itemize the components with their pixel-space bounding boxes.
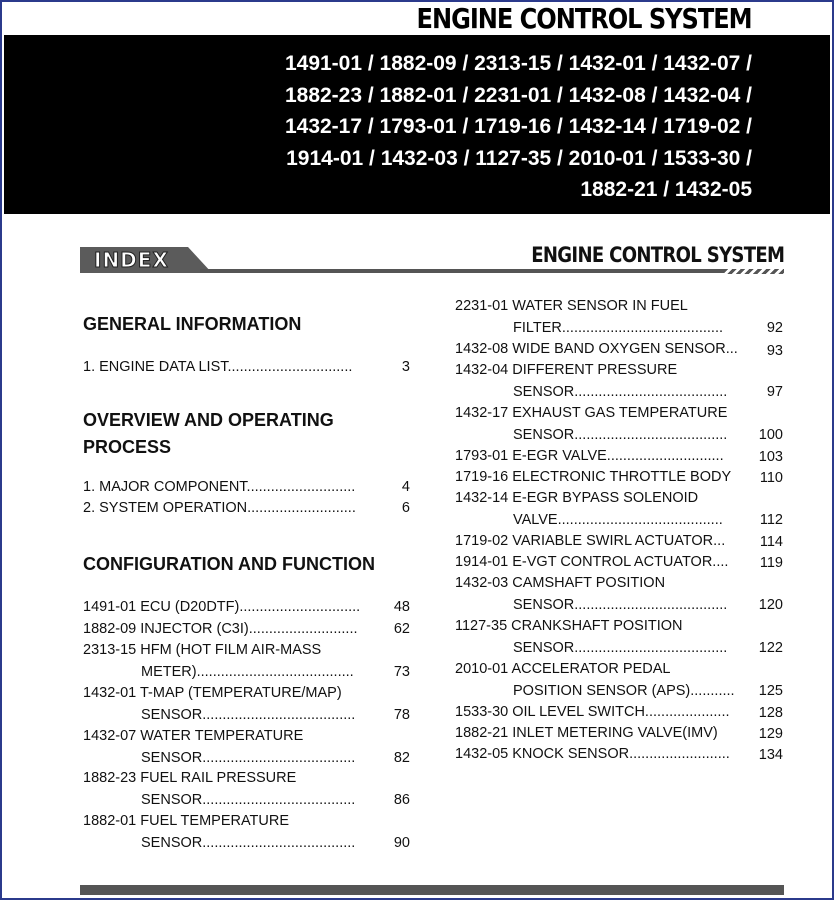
toc-entry-title: 1127-35 CRANKSHAFT POSITION: [455, 618, 683, 634]
toc-entry[interactable]: [83, 619, 410, 641]
toc-entry-title-cont: SENSOR......................................: [141, 706, 356, 723]
toc-entry-title: 1432-08 WIDE BAND OXYGEN SENSOR...: [455, 341, 738, 357]
toc-entry-title: 2313-15 HFM (HOT FILM AIR-MASS: [83, 642, 322, 658]
toc-entry-title: 1432-04 DIFFERENT PRESSURE: [455, 362, 678, 378]
toc-entry-title: 1914-01 E-VGT CONTROL ACTUATOR....: [455, 554, 729, 570]
overview-heading-line: PROCESS: [83, 437, 172, 457]
toc-entry-title-cont: SENSOR......................................: [513, 426, 728, 443]
toc-entry-page: 4: [401, 479, 410, 495]
config-heading: CONFIGURATION AND FUNCTION: [83, 554, 375, 574]
toc-entry-page: 129: [758, 726, 783, 742]
toc-entry-page: 119: [759, 555, 783, 571]
page-title: ENGINE CONTROL SYSTEM: [416, 2, 752, 35]
toc-entry-page: 62: [393, 621, 410, 637]
toc-entry-title: 1719-16 ELECTRONIC THROTTLE BODY: [455, 469, 732, 485]
toc-entry-title-cont: SENSOR......................................: [513, 639, 728, 656]
toc-entry-page: 92: [766, 319, 783, 336]
toc-entry-page: 120: [758, 597, 783, 613]
toc-entry-page: 73: [393, 663, 410, 680]
toc-entry-page: 110: [759, 470, 783, 486]
toc-entry[interactable]: [455, 403, 783, 446]
code-line: 1491-01 / 1882-09 / 2313-15 / 1432-01 / 1432-07 /: [284, 52, 752, 75]
toc-entry-title-cont: SENSOR......................................: [141, 749, 356, 766]
toc-entry-title: 2. SYSTEM OPERATION...........................: [83, 500, 356, 516]
general-heading: GENERAL INFORMATION: [83, 314, 302, 334]
toc-entry[interactable]: [455, 552, 783, 574]
toc-entry[interactable]: [455, 573, 783, 616]
toc-entry-title: 1. ENGINE DATA LIST...............................: [83, 359, 353, 375]
toc-entry-title: 1882-21 INLET METERING VALVE(IMV): [455, 725, 718, 741]
toc-entry[interactable]: [455, 467, 783, 489]
toc-entry-title: 2231-01 WATER SENSOR IN FUEL: [455, 298, 688, 314]
code-line: 1882-21 / 1432-05: [580, 178, 752, 201]
toc-entry-title: 1432-07 WATER TEMPERATURE: [83, 728, 304, 744]
toc-entry-page: 97: [766, 384, 783, 400]
toc-entry-title-cont: POSITION SENSOR (APS)...........: [513, 682, 735, 699]
toc-entry[interactable]: [83, 477, 410, 499]
toc-entry-page: 122: [758, 640, 783, 656]
toc-entry-page: 125: [758, 683, 783, 699]
toc-entry[interactable]: [83, 726, 410, 769]
index-bar: [80, 243, 784, 273]
toc-entry[interactable]: [455, 296, 783, 339]
toc-entry-title: 1432-01 T-MAP (TEMPERATURE/MAP): [83, 685, 342, 701]
code-list: [285, 48, 752, 206]
code-line: 1914-01 / 1432-03 / 1127-35 / 2010-01 / 1533-30 /: [286, 146, 752, 170]
toc-entry[interactable]: [455, 702, 783, 724]
toc-entry-page: 82: [393, 749, 410, 766]
footer-rule: [80, 885, 784, 895]
toc-entry[interactable]: [455, 446, 783, 468]
toc-entry-page: 78: [393, 706, 410, 723]
toc-entry[interactable]: [455, 531, 783, 553]
toc-entry-title: 1432-05 KNOCK SENSOR.........................: [455, 746, 730, 762]
toc-entry-title: 1882-23 FUEL RAIL PRESSURE: [83, 770, 297, 786]
toc-entry-title: 1432-17 EXHAUST GAS TEMPERATURE: [455, 405, 728, 421]
toc-entry-page: 103: [758, 449, 783, 465]
toc-entry-page: 90: [393, 834, 410, 851]
toc-entry-page: 128: [758, 705, 783, 721]
toc-entry-title: 1. MAJOR COMPONENT...........................: [83, 479, 356, 495]
toc-entry-title: 1491-01 ECU (D20DTF)..............................: [83, 599, 361, 615]
toc-entry[interactable]: [83, 768, 410, 811]
toc-entry[interactable]: [455, 616, 783, 659]
overview-heading-line: OVERVIEW AND OPERATING: [83, 410, 334, 430]
toc-entry[interactable]: [83, 683, 410, 726]
toc-entry-page: 48: [393, 599, 410, 615]
toc-entry-title: 1432-03 CAMSHAFT POSITION: [455, 575, 666, 591]
toc-entry[interactable]: [455, 339, 783, 361]
toc-entry[interactable]: [83, 357, 410, 379]
toc-entry-title: 1432-14 E-EGR BYPASS SOLENOID: [455, 490, 699, 506]
toc-entry-page: 112: [759, 512, 783, 528]
toc-entry-page: 100: [758, 427, 783, 443]
toc-entry-page: 86: [393, 791, 410, 808]
toc-entry-page: 93: [766, 343, 783, 359]
toc-entry-title: 1533-30 OIL LEVEL SWITCH.....................: [455, 704, 730, 720]
overview-heading: [83, 407, 334, 461]
hatch-decoration: [724, 269, 784, 274]
toc-entry-title-cont: SENSOR......................................: [513, 596, 728, 613]
code-line: 1882-23 / 1882-01 / 2231-01 / 1432-08 / 1432-04 /: [284, 83, 752, 107]
toc-entry[interactable]: [455, 360, 783, 403]
toc-entry-page: 134: [758, 747, 783, 763]
toc-entry-title: 1882-01 FUEL TEMPERATURE: [83, 813, 290, 829]
index-rule: [200, 269, 784, 273]
toc-entry-title-cont: SENSOR......................................: [141, 791, 356, 808]
toc-entry-title-cont: SENSOR......................................: [513, 383, 728, 400]
toc-entry[interactable]: [455, 488, 783, 531]
toc-entry-title: 1719-02 VARIABLE SWIRL ACTUATOR...: [455, 533, 726, 549]
toc-entry-title: 1882-09 INJECTOR (C3I)...........................: [83, 621, 358, 637]
toc-entry[interactable]: [83, 811, 410, 854]
toc-entry-title-cont: METER).......................................: [141, 663, 354, 680]
toc-entry-title-cont: SENSOR......................................: [141, 834, 356, 851]
toc-entry-title-cont: FILTER........................................: [513, 319, 724, 336]
toc-entry-title-cont: VALVE.........................................: [513, 511, 723, 528]
toc-entry[interactable]: [455, 659, 783, 702]
toc-entry[interactable]: [83, 498, 410, 520]
toc-entry-page: 114: [759, 534, 783, 550]
toc-entry-page: 6: [401, 500, 410, 516]
index-section-title: ENGINE CONTROL SYSTEM: [530, 243, 784, 267]
code-line: 1432-17 / 1793-01 / 1719-16 / 1432-14 / 1719-02 /: [284, 115, 752, 138]
toc-entry[interactable]: [455, 723, 783, 745]
toc-entry[interactable]: [83, 640, 410, 683]
toc-entry-title: 1793-01 E-EGR VALVE.............................: [455, 448, 724, 464]
index-tab-label: INDEX: [94, 248, 169, 272]
toc-entry[interactable]: [83, 597, 410, 619]
toc-entry-page: 3: [401, 359, 410, 375]
toc-entry[interactable]: [455, 744, 783, 766]
toc-entry-title: 2010-01 ACCELERATOR PEDAL: [455, 661, 671, 677]
